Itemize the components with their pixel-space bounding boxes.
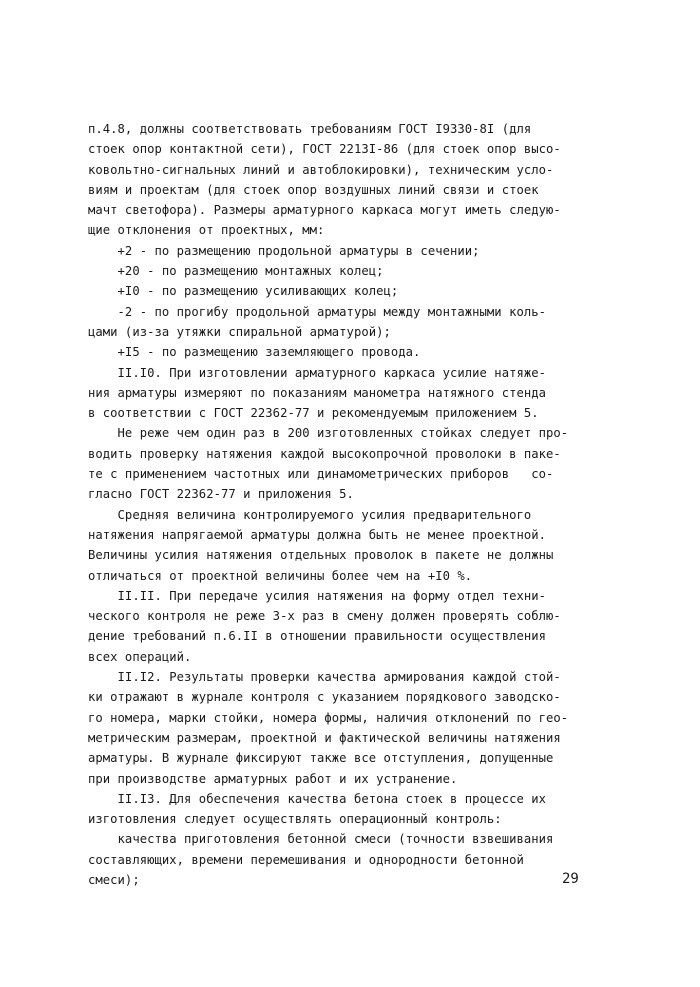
text-line: го номера, марки стойки, номера формы, наличия отклонений по гео-: [88, 710, 569, 725]
text-line: натяжения напрягаемой арматуры должна быть не менее проектной.: [88, 527, 547, 542]
text-line: ния арматуры измеряют по показаниям манометра натяжного стенда: [88, 385, 547, 400]
text-line: составляющих, времени перемешивания и однородности бетонной: [88, 852, 524, 867]
text-line: виям и проектам (для стоек опор воздушных линий связи и стоек: [88, 182, 539, 197]
text-line: при производстве арматурных работ и их устранение.: [88, 771, 458, 786]
body-text: [88, 119, 608, 890]
text-line: Средняя величина контролируемого усилия предварительного: [88, 507, 532, 522]
text-line: +I0 - по размещению усиливающих колец;: [88, 284, 399, 299]
text-line: +20 - по размещению монтажных колец;: [88, 264, 384, 279]
text-line: метрическим размерам, проектной и фактической величины натяжения: [88, 730, 561, 745]
text-line: всех операций.: [88, 649, 192, 664]
text-line: ковольтно-сигнальных линий и автоблокировки), техническим усло-: [88, 162, 554, 177]
text-line: II.I0. При изготовлении арматурного каркаса усилие натяже-: [88, 365, 547, 380]
text-line: II.I3. Для обеспечения качества бетона стоек в процессе их: [88, 791, 547, 806]
text-line: в соответствии с ГОСТ 22362-77 и рекомендуемым приложением 5.: [88, 406, 539, 421]
text-line: +2 - по размещению продольной арматуры в сечении;: [88, 243, 480, 258]
text-line: гласно ГОСТ 22362-77 и приложения 5.: [88, 487, 354, 502]
text-line: арматуры. В журнале фиксируют также все отступления, допущенные: [88, 751, 554, 766]
text-line: отличаться от проектной величины более чем на +I0 %.: [88, 568, 473, 583]
text-line: ки отражают в журнале контроля с указанием порядкового заводско-: [88, 690, 561, 705]
text-line: мачт светофора). Размеры арматурного каркаса могут иметь следую-: [88, 203, 561, 218]
text-line: дение требований п.6.II в отношении правильности осуществления: [88, 629, 547, 644]
text-line: II.I2. Результаты проверки качества армирования каждой стой-: [88, 670, 561, 685]
text-line: цами (из-за утяжки спиральной арматурой);: [88, 324, 391, 339]
text-line: ческого контроля не реже 3-х раз в смену должен проверять соблю-: [88, 609, 561, 624]
text-line: щие отклонения от проектных, мм:: [88, 223, 325, 238]
text-line: те с применением частотных или динамометрических приборов со-: [88, 467, 554, 482]
text-line: смеси);: [88, 872, 140, 887]
page-number: 29: [562, 871, 579, 887]
text-line: качества приготовления бетонной смеси (точности взвешивания: [88, 832, 554, 847]
text-line: Не реже чем один раз в 200 изготовленных стойках следует про-: [88, 426, 569, 441]
text-line: II.II. При передаче усилия натяжения на форму отдел техни-: [88, 588, 547, 603]
text-line: п.4.8, должны соответствовать требованиям ГОСТ I9330-8I (для: [88, 122, 532, 136]
text-line: -2 - по прогибу продольной арматуры между монтажными коль-: [88, 304, 547, 319]
text-line: изготовления следует осуществлять операционный контроль:: [88, 812, 502, 827]
text-line: водить проверку натяжения каждой высокопрочной проволоки в паке-: [88, 446, 561, 461]
text-line: +I5 - по размещению заземляющего провода.: [88, 345, 421, 360]
text-line: стоек опор контактной сети), ГОСТ 2213I-86 (для стоек опор высо-: [88, 142, 561, 157]
text-line: Величины усилия натяжения отдельных проволок в пакете не должны: [88, 548, 554, 563]
